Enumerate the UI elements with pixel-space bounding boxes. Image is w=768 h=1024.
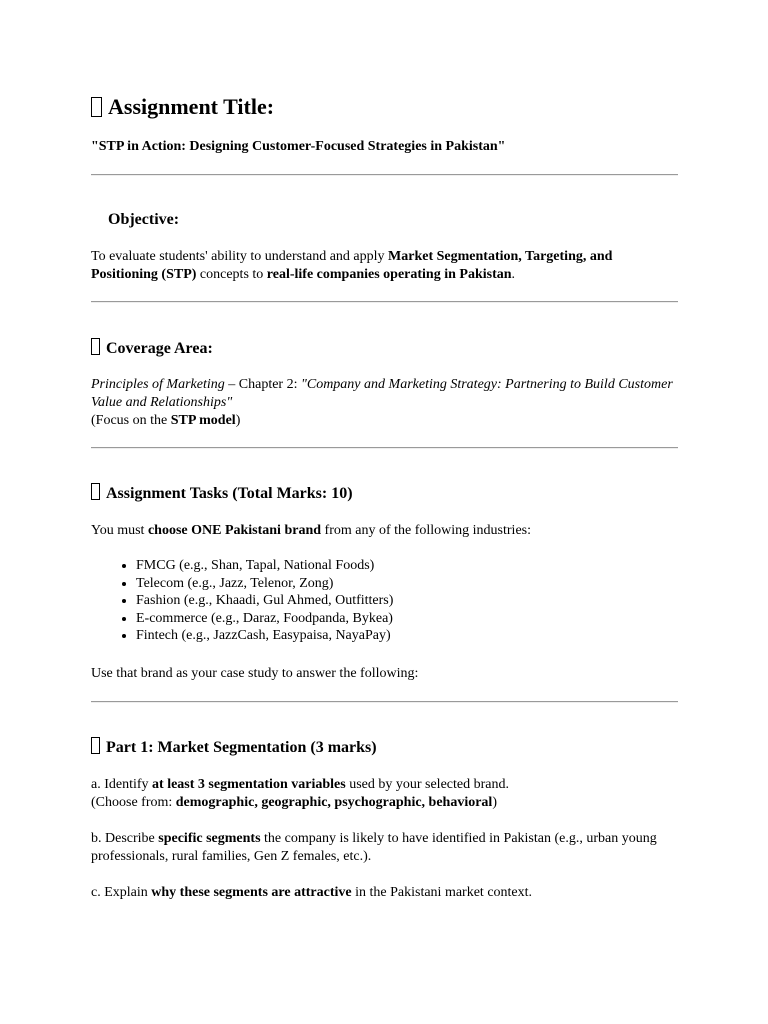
item-c-emphasis: why these segments are attractive — [151, 885, 352, 900]
assignment-title-heading — [91, 94, 274, 120]
assignment-title-text: "STP in Action: Designing Customer-Focused Strategies in Pakistan" — [91, 139, 506, 154]
tasks-closing: Use that brand as your case study to answer the following: — [91, 666, 419, 681]
divider — [91, 174, 678, 176]
item-a-part: (Choose from: — [91, 795, 176, 810]
coverage-heading — [91, 338, 213, 359]
tasks-heading-text: Assignment Tasks (Total Marks: 10) — [106, 485, 353, 502]
box-glyph-icon — [91, 338, 100, 355]
focus-text-part: (Focus on the — [91, 413, 171, 428]
objective-stp-emphasis: Market Segmentation, Targeting, and Positioning (STP) — [91, 249, 613, 282]
divider — [91, 301, 678, 303]
part1-item-a — [91, 776, 678, 812]
list-item: • E-commerce (e.g., Daraz, Foodpanda, Bykea) — [136, 610, 393, 628]
objective-text — [91, 248, 678, 284]
box-glyph-icon — [91, 737, 100, 754]
part1-heading — [91, 737, 377, 758]
list-item: • Telecom (e.g., Jazz, Telenor, Zong) — [136, 575, 393, 593]
item-b-part: b. Describe — [91, 831, 159, 846]
objective-text-part: To evaluate students' ability to understand and apply — [91, 249, 389, 264]
item-a-variables: demographic, geographic, psychographic, behavioral — [175, 795, 493, 810]
part1-heading-text: Part 1: Market Segmentation (3 marks) — [106, 739, 377, 756]
assignment-title-heading-text: Assignment Title: — [108, 94, 275, 119]
item-b-part: the company is likely to have identified in Pakistan (e.g., urban young professionals, rural families, Gen Z females, etc.). — [91, 831, 657, 864]
objective-text-part: . — [511, 267, 516, 282]
focus-emphasis: STP model — [170, 413, 236, 428]
divider — [91, 447, 678, 449]
list-item: • Fashion (e.g., Khaadi, Gul Ahmed, Outfitters) — [136, 592, 393, 610]
objective-heading: Objective: — [108, 211, 180, 228]
box-glyph-icon — [91, 483, 100, 500]
item-a-part: used by your selected brand. — [345, 777, 509, 792]
focus-text-part: ) — [235, 413, 241, 428]
objective-text-part: concepts to — [196, 267, 267, 282]
item-a-emphasis: at least 3 segmentation variables — [152, 777, 346, 792]
book-title: Principles of Marketing — [91, 377, 225, 392]
tasks-intro-part: You must — [91, 523, 148, 538]
divider — [91, 701, 678, 703]
part1-item-b — [91, 830, 678, 866]
item-a-part: a. Identify — [91, 777, 153, 792]
item-c-part: in the Pakistani market context. — [351, 885, 533, 900]
coverage-text — [91, 376, 678, 430]
item-b-emphasis: specific segments — [158, 831, 261, 846]
list-item: • FMCG (e.g., Shan, Tapal, National Foods) — [136, 557, 393, 575]
box-glyph-icon — [91, 97, 102, 117]
coverage-heading-text: Coverage Area: — [106, 340, 213, 357]
tasks-heading — [91, 483, 353, 504]
chapter-label: – Chapter 2: — [224, 377, 301, 392]
item-a-part: ) — [492, 795, 497, 810]
tasks-intro-part: from any of the following industries: — [321, 523, 531, 538]
item-c-part: c. Explain — [91, 885, 152, 900]
part1-item-c — [91, 884, 678, 902]
tasks-intro-emphasis: choose ONE Pakistani brand — [147, 523, 322, 538]
objective-companies-emphasis: real-life companies operating in Pakistan — [266, 267, 512, 282]
list-item: • Fintech (e.g., JazzCash, Easypaisa, NayaPay) — [136, 627, 393, 645]
chapter-title: "Company and Marketing Strategy: Partnering to Build Customer Value and Relationships" — [91, 377, 673, 410]
tasks-intro — [91, 522, 678, 540]
industry-list — [91, 557, 393, 645]
